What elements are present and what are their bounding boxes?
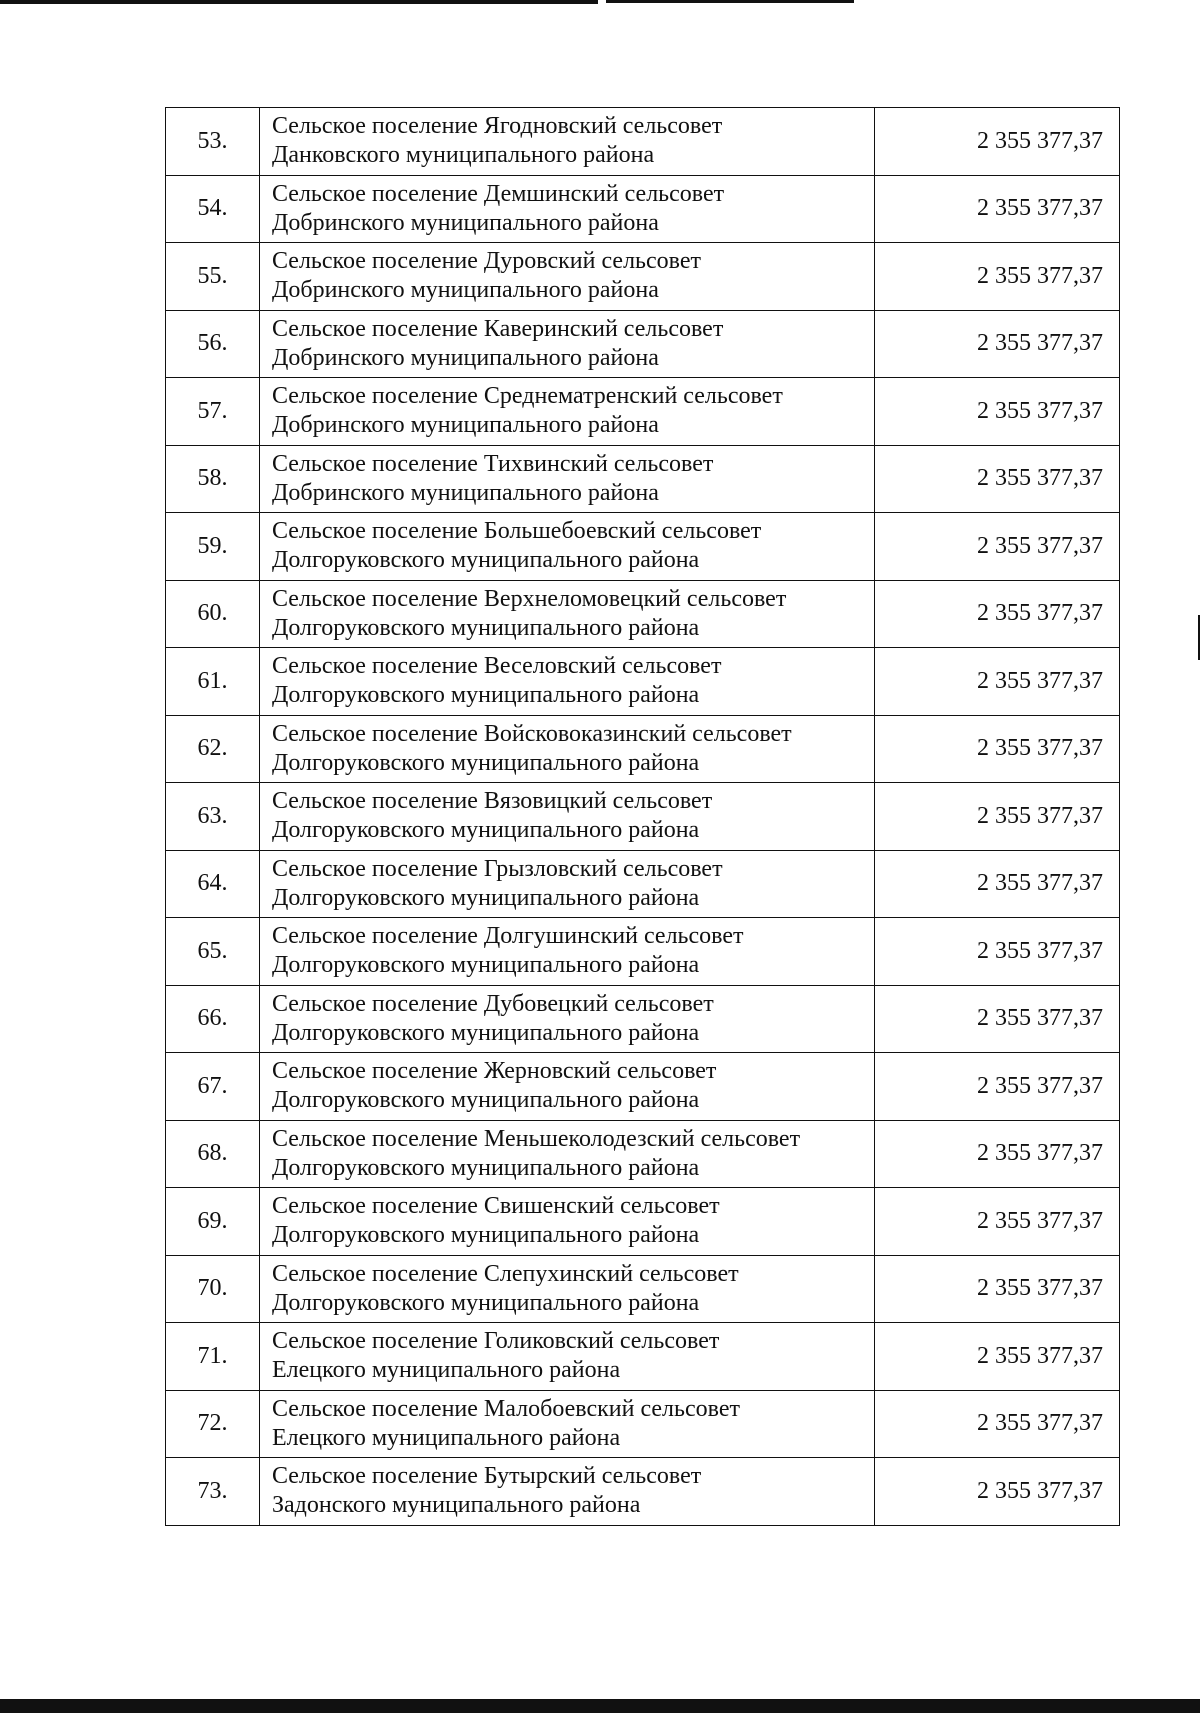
amount: 2 355 377,37 xyxy=(875,918,1120,986)
district-name-line: Долгоруковского муниципального района xyxy=(272,682,700,709)
district-name-line: Долгоруковского муниципального района xyxy=(272,547,700,574)
district-name-line: Добринского муниципального района xyxy=(272,412,659,439)
district-name-line: Долгоруковского муниципального района xyxy=(272,1154,700,1181)
district-name-line: Задонского муниципального района xyxy=(272,1492,641,1519)
district-name-line: Долгоруковского муниципального района xyxy=(272,1087,700,1114)
amount: 2 355 377,37 xyxy=(875,985,1120,1053)
settlement-name-line: Сельское поселение Долгушинский сельсовет xyxy=(272,923,744,950)
settlement-name xyxy=(260,1188,875,1256)
settlement-name xyxy=(260,918,875,986)
settlement-name-line: Сельское поселение Грызловский сельсовет xyxy=(272,855,723,882)
row-number: 69. xyxy=(166,1188,260,1256)
table-row xyxy=(166,175,1120,243)
table-row xyxy=(166,1458,1120,1526)
district-name-line: Елецкого муниципального района xyxy=(272,1424,621,1451)
table-row xyxy=(166,1053,1120,1121)
row-number: 73. xyxy=(166,1458,260,1526)
settlement-name xyxy=(260,985,875,1053)
settlement-name xyxy=(260,513,875,581)
amount: 2 355 377,37 xyxy=(875,378,1120,446)
table-row xyxy=(166,310,1120,378)
amount: 2 355 377,37 xyxy=(875,1053,1120,1121)
settlement-name xyxy=(260,783,875,851)
row-number: 70. xyxy=(166,1255,260,1323)
district-name-line: Добринского муниципального района xyxy=(272,344,659,371)
settlement-name-line: Сельское поселение Среднематренский сельсовет xyxy=(272,383,783,410)
table-body xyxy=(166,108,1120,1526)
settlement-name xyxy=(260,108,875,176)
amount: 2 355 377,37 xyxy=(875,1323,1120,1391)
row-number: 66. xyxy=(166,985,260,1053)
amount: 2 355 377,37 xyxy=(875,175,1120,243)
settlement-name-line: Сельское поселение Большебоевский сельсовет xyxy=(272,518,762,545)
settlement-name-line: Сельское поселение Дубовецкий сельсовет xyxy=(272,990,714,1017)
row-number: 63. xyxy=(166,783,260,851)
table-row xyxy=(166,715,1120,783)
amount: 2 355 377,37 xyxy=(875,1458,1120,1526)
row-number: 64. xyxy=(166,850,260,918)
settlement-name-line: Сельское поселение Демшинский сельсовет xyxy=(272,180,725,207)
table-row xyxy=(166,918,1120,986)
district-name-line: Долгоруковского муниципального района xyxy=(272,749,700,776)
amount: 2 355 377,37 xyxy=(875,513,1120,581)
table-row xyxy=(166,1188,1120,1256)
district-name-line: Долгоруковского муниципального района xyxy=(272,1019,700,1046)
table-row xyxy=(166,445,1120,513)
settlement-name xyxy=(260,1255,875,1323)
district-name-line: Долгоруковского муниципального района xyxy=(272,817,700,844)
amount: 2 355 377,37 xyxy=(875,580,1120,648)
settlements-table xyxy=(165,107,1120,1526)
settlement-name xyxy=(260,1390,875,1458)
settlement-name xyxy=(260,850,875,918)
table-row xyxy=(166,243,1120,311)
settlement-name xyxy=(260,1120,875,1188)
settlement-name-line: Сельское поселение Слепухинский сельсовет xyxy=(272,1260,739,1287)
scan-border-bottom xyxy=(0,1699,1200,1713)
row-number: 68. xyxy=(166,1120,260,1188)
scan-border-top-left xyxy=(0,0,598,4)
table-row xyxy=(166,1323,1120,1391)
amount: 2 355 377,37 xyxy=(875,108,1120,176)
row-number: 57. xyxy=(166,378,260,446)
table-row xyxy=(166,580,1120,648)
table-row xyxy=(166,378,1120,446)
table-row xyxy=(166,850,1120,918)
row-number: 54. xyxy=(166,175,260,243)
row-number: 61. xyxy=(166,648,260,716)
row-number: 72. xyxy=(166,1390,260,1458)
district-name-line: Добринского муниципального района xyxy=(272,277,659,304)
amount: 2 355 377,37 xyxy=(875,648,1120,716)
table-row xyxy=(166,648,1120,716)
district-name-line: Долгоруковского муниципального района xyxy=(272,614,700,641)
settlement-name-line: Сельское поселение Бутырский сельсовет xyxy=(272,1463,702,1490)
settlement-name-line: Сельское поселение Ягодновский сельсовет xyxy=(272,113,723,140)
settlement-name-line: Сельское поселение Войсковоказинский сельсовет xyxy=(272,720,792,747)
amount: 2 355 377,37 xyxy=(875,1390,1120,1458)
row-number: 60. xyxy=(166,580,260,648)
amount: 2 355 377,37 xyxy=(875,850,1120,918)
table-row xyxy=(166,783,1120,851)
amount: 2 355 377,37 xyxy=(875,783,1120,851)
district-name-line: Долгоруковского муниципального района xyxy=(272,952,700,979)
district-name-line: Добринского муниципального района xyxy=(272,479,659,506)
table-row xyxy=(166,513,1120,581)
district-name-line: Долгоруковского муниципального района xyxy=(272,1222,700,1249)
row-number: 65. xyxy=(166,918,260,986)
settlement-name-line: Сельское поселение Дуровский сельсовет xyxy=(272,248,701,275)
amount: 2 355 377,37 xyxy=(875,715,1120,783)
settlement-name xyxy=(260,378,875,446)
district-name-line: Данковского муниципального района xyxy=(272,142,655,169)
district-name-line: Добринского муниципального района xyxy=(272,209,659,236)
settlement-name-line: Сельское поселение Свишенский сельсовет xyxy=(272,1193,720,1220)
table-row xyxy=(166,1390,1120,1458)
row-number: 55. xyxy=(166,243,260,311)
row-number: 53. xyxy=(166,108,260,176)
amount: 2 355 377,37 xyxy=(875,1188,1120,1256)
settlement-name-line: Сельское поселение Вязовицкий сельсовет xyxy=(272,788,713,815)
district-name-line: Долгоруковского муниципального района xyxy=(272,1289,700,1316)
row-number: 71. xyxy=(166,1323,260,1391)
table-row xyxy=(166,1255,1120,1323)
row-number: 67. xyxy=(166,1053,260,1121)
settlement-name-line: Сельское поселение Голиковский сельсовет xyxy=(272,1328,720,1355)
amount: 2 355 377,37 xyxy=(875,310,1120,378)
scan-border-top-right xyxy=(606,0,854,3)
amount: 2 355 377,37 xyxy=(875,1255,1120,1323)
settlement-name xyxy=(260,1458,875,1526)
settlement-name xyxy=(260,445,875,513)
district-name-line: Елецкого муниципального района xyxy=(272,1357,621,1384)
settlement-name xyxy=(260,1323,875,1391)
settlement-name-line: Сельское поселение Верхнеломовецкий сельсовет xyxy=(272,585,787,612)
settlement-name xyxy=(260,580,875,648)
table-row xyxy=(166,1120,1120,1188)
settlement-name-line: Сельское поселение Малобоевский сельсовет xyxy=(272,1395,740,1422)
row-number: 58. xyxy=(166,445,260,513)
settlement-name-line: Сельское поселение Тихвинский сельсовет xyxy=(272,450,714,477)
settlement-name xyxy=(260,648,875,716)
amount: 2 355 377,37 xyxy=(875,445,1120,513)
settlement-name xyxy=(260,243,875,311)
table-row xyxy=(166,108,1120,176)
settlement-name-line: Сельское поселение Каверинский сельсовет xyxy=(272,315,724,342)
settlement-name xyxy=(260,1053,875,1121)
district-name-line: Долгоруковского муниципального района xyxy=(272,884,700,911)
settlement-name xyxy=(260,310,875,378)
row-number: 59. xyxy=(166,513,260,581)
amount: 2 355 377,37 xyxy=(875,243,1120,311)
amount: 2 355 377,37 xyxy=(875,1120,1120,1188)
row-number: 56. xyxy=(166,310,260,378)
settlement-name xyxy=(260,175,875,243)
settlement-name-line: Сельское поселение Веселовский сельсовет xyxy=(272,653,722,680)
table-row xyxy=(166,985,1120,1053)
settlement-name xyxy=(260,715,875,783)
settlement-name-line: Сельское поселение Меньшеколодезский сельсовет xyxy=(272,1125,801,1152)
row-number: 62. xyxy=(166,715,260,783)
settlement-name-line: Сельское поселение Жерновский сельсовет xyxy=(272,1058,717,1085)
